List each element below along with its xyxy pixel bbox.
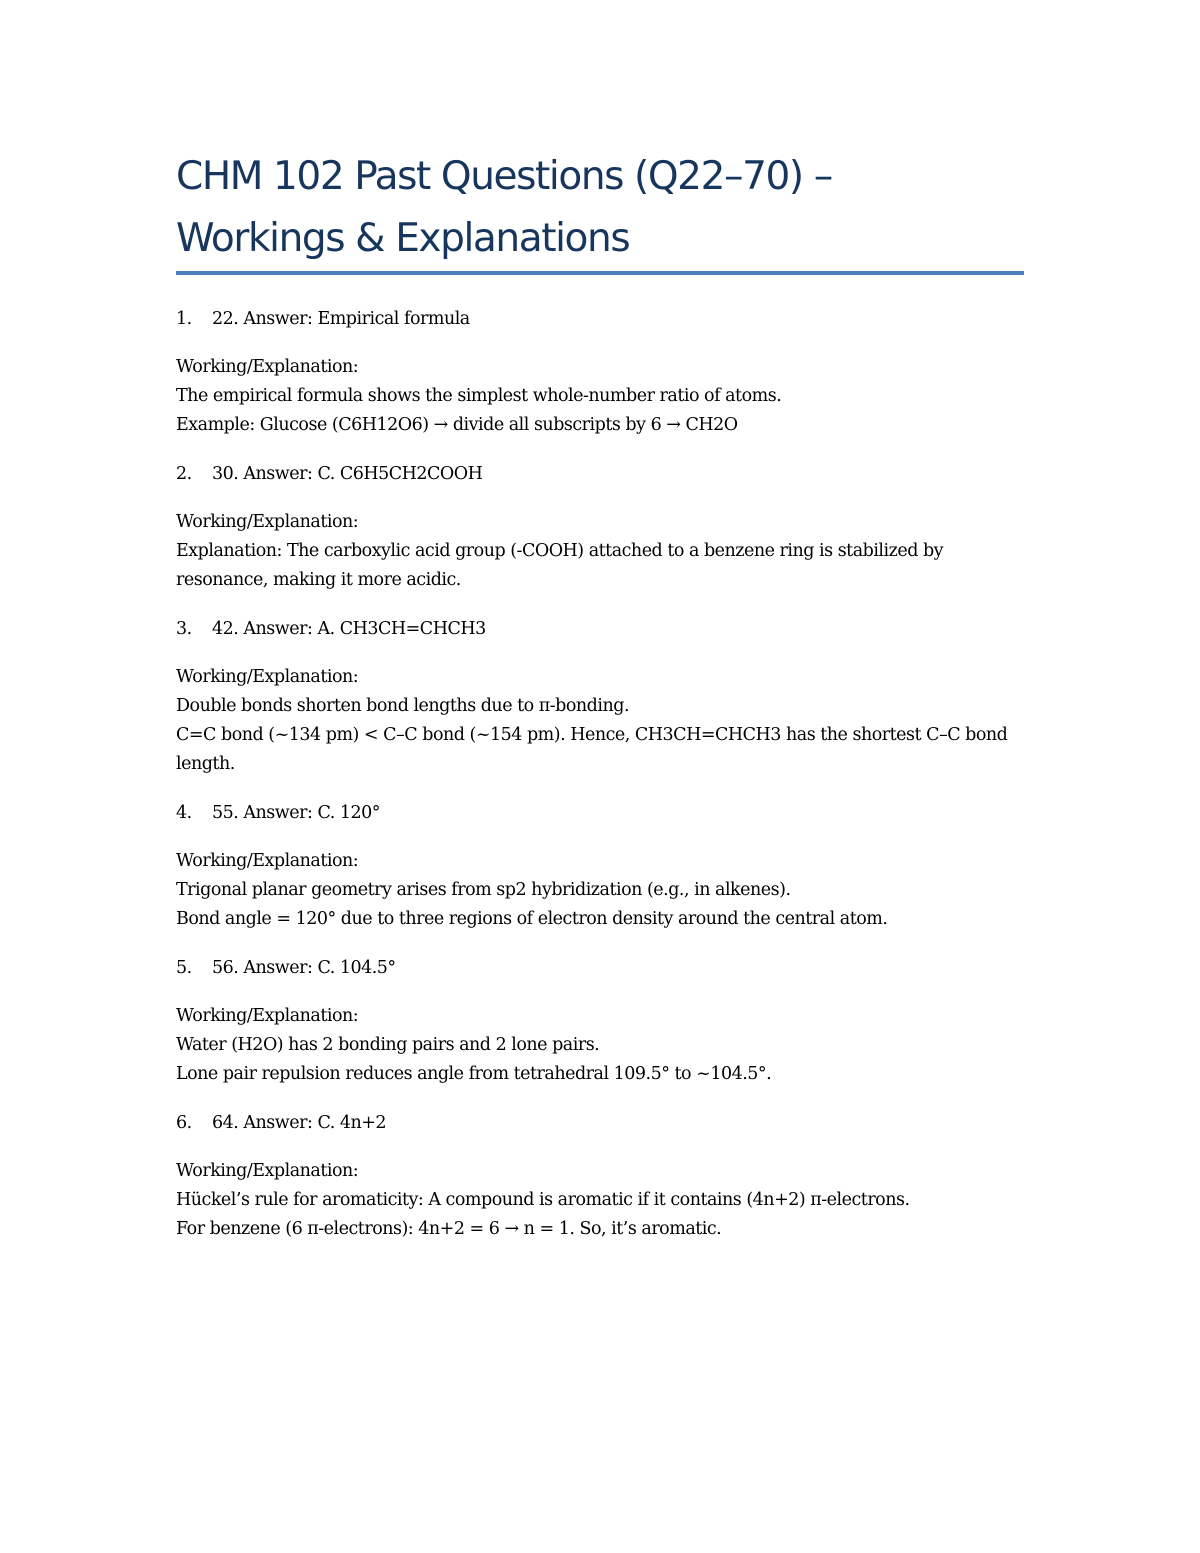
question-item xyxy=(176,954,1024,1089)
explanation-line: Example: Glucose (C6H12O6) → divide all subscripts by 6 → CH2O xyxy=(176,415,738,435)
title-line-1: CHM 102 Past Questions (Q22–70) – xyxy=(176,154,832,199)
question-answer: 55. Answer: C. 120° xyxy=(212,803,380,823)
explanation-line: The empirical formula shows the simplest whole-number ratio of atoms. xyxy=(176,386,782,406)
explanation-line: For benzene (6 π-electrons): 4n+2 = 6 → n = 1. So, it’s aromatic. xyxy=(176,1219,722,1239)
question-item xyxy=(176,799,1024,934)
question-item xyxy=(176,615,1024,779)
explanation-line: Lone pair repulsion reduces angle from tetrahedral 109.5° to ~104.5°. xyxy=(176,1064,772,1084)
question-item xyxy=(176,1109,1024,1244)
explanation-line: C=C bond (~134 pm) < C–C bond (~154 pm). Hence, CH3CH=CHCH3 has the shortest C–C bond length. xyxy=(176,725,1008,774)
explanation-label: Working/Explanation: xyxy=(176,1161,359,1181)
question-line xyxy=(176,460,1024,489)
list-number: 2. xyxy=(176,464,192,484)
question-line xyxy=(176,615,1024,644)
explanation-line: Trigonal planar geometry arises from sp2 hybridization (e.g., in alkenes). xyxy=(176,880,791,900)
question-answer: 42. Answer: A. CH3CH=CHCH3 xyxy=(212,619,486,639)
question-answer: 22. Answer: Empirical formula xyxy=(212,309,470,329)
explanation-line: Explanation: The carboxylic acid group (-COOH) attached to a benzene ring is stabilized by resonance, making it more acidic. xyxy=(176,541,944,590)
title-underline xyxy=(176,271,1024,275)
explanation-label: Working/Explanation: xyxy=(176,512,359,532)
explanation-line: Double bonds shorten bond lengths due to π-bonding. xyxy=(176,696,630,716)
question-item xyxy=(176,460,1024,595)
question-line xyxy=(176,1109,1024,1138)
explanation-line: Hückel’s rule for aromaticity: A compound is aromatic if it contains (4n+2) π-electrons. xyxy=(176,1190,910,1210)
list-number: 1. xyxy=(176,309,192,329)
list-number: 6. xyxy=(176,1113,192,1133)
question-line xyxy=(176,954,1024,983)
list-number: 3. xyxy=(176,619,192,639)
title-line-2: Workings & Explanations xyxy=(176,216,630,261)
question-answer: 30. Answer: C. C6H5CH2COOH xyxy=(212,464,483,484)
explanation-line: Bond angle = 120° due to three regions of electron density around the central atom. xyxy=(176,909,888,929)
questions-list xyxy=(176,305,1024,1244)
question-line xyxy=(176,305,1024,334)
question-line xyxy=(176,799,1024,828)
list-number: 5. xyxy=(176,958,192,978)
question-item xyxy=(176,305,1024,440)
question-answer: 56. Answer: C. 104.5° xyxy=(212,958,396,978)
explanation-label: Working/Explanation: xyxy=(176,357,359,377)
explanation-label: Working/Explanation: xyxy=(176,851,359,871)
explanation-label: Working/Explanation: xyxy=(176,1006,359,1026)
question-answer: 64. Answer: C. 4n+2 xyxy=(212,1113,387,1133)
explanation-label: Working/Explanation: xyxy=(176,667,359,687)
list-number: 4. xyxy=(176,803,192,823)
explanation-line: Water (H2O) has 2 bonding pairs and 2 lone pairs. xyxy=(176,1035,600,1055)
document-title xyxy=(176,146,1036,270)
